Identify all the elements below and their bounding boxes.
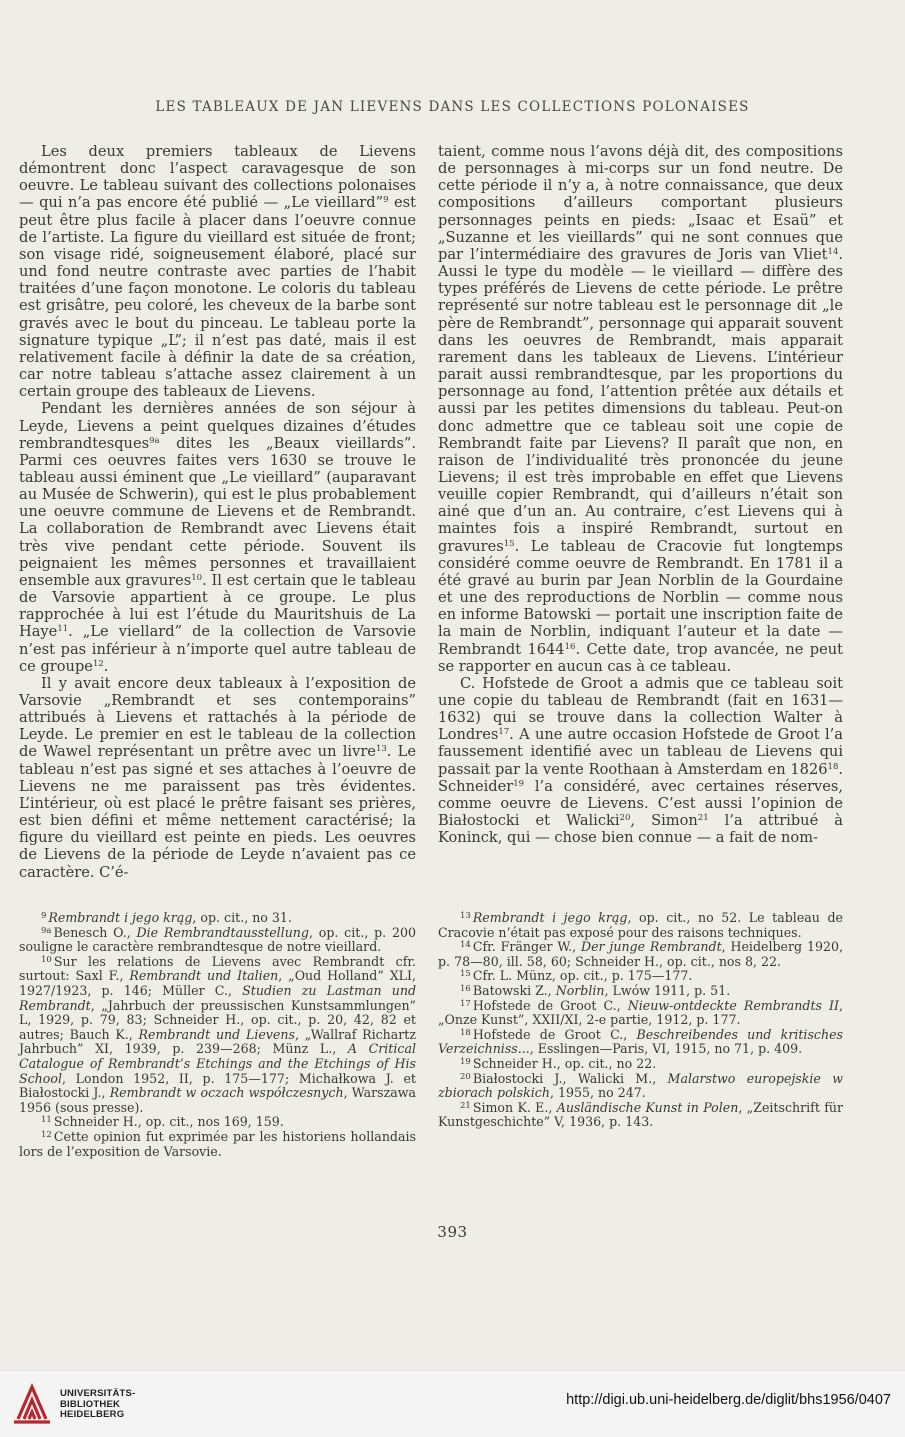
italic-title: Nieuw-ontdeckte Rembrandts II xyxy=(627,997,839,1013)
library-logo[interactable] xyxy=(12,1381,182,1429)
footnote-ref: 9 xyxy=(383,195,389,206)
footnote-number: 10 xyxy=(41,954,52,965)
footnote: $^{21}$ Simon K. E., Ausländische Kunst in Polen, „Zeitschrift für Kunstgeschichte” V, 1936, p. 143. xyxy=(438,1099,844,1130)
italic-title: Ausländische Kunst in Polen xyxy=(556,1099,739,1115)
footnote-number: 11 xyxy=(41,1115,52,1126)
footnote-number: 9a xyxy=(41,925,52,936)
running-head: LES TABLEAUX DE JAN LIEVENS DANS LES COLLECTIONS POLONAISES xyxy=(155,99,750,115)
body-paragraph: Pendant les dernières années de son séjour à Leyde, Lievens a peint quelques dizaines d’études rembrandtesques$^{9a}$ dites les „Beaux vieillards”. Parmi ces oeuvres faites vers 1630 se trouve le tableau aussi éminent que „Le vieillard” (auparavant au Musée de Schwerin), qui est le plus probablement une oeuvre commune de Lievens et de Rembrandt. La collaboration de Rembrandt avec Lievens était très vive pendant cette période. Souvent ils peignaient les mêmes personnes et travaillaient ensemble aux gravures$^{10}$. Il est certain que le tableau de Varsovie appartient à ce groupe. Le plus rapprochée à lui est l’étude du Mauritshuis de La Haye$^{11}$. „Le viellard” de la collection de Varsovie n’est pas inférieur à n’importe quel autre tableau de ce groupe$^{12}$. xyxy=(19,400,416,675)
italic-title: Beschreibendes und kritisches Verzeichniss... xyxy=(438,1026,843,1057)
footnote-ref: 20 xyxy=(619,813,631,824)
footnote-ref: 18 xyxy=(827,761,839,772)
footnote-number: 19 xyxy=(460,1056,471,1067)
footnote: $^{15}$ Cfr. L. Münz, op. cit., p. 175—177. xyxy=(460,968,693,984)
footnote-number: 12 xyxy=(41,1129,52,1140)
right-text-column xyxy=(438,143,843,846)
italic-title: Studien zu Lastman und Rembrandt xyxy=(19,982,417,1013)
footnote-number: 15 xyxy=(460,969,471,980)
footnote-ref: 11 xyxy=(57,624,69,635)
footnote: $^{20}$ Białostocki J., Walicki M., Malarstwo europejskie w zbiorach polskich, 1955, no 247. xyxy=(438,1070,844,1101)
logo-line: UNIVERSITÄTS- xyxy=(60,1388,136,1399)
footnote-ref: 14 xyxy=(827,246,839,257)
italic-title: Rembrandt und Lievens xyxy=(138,1026,295,1042)
permalink-url[interactable]: http://digi.ub.uni-heidelberg.de/diglit/bhs1956/0407 xyxy=(566,1392,891,1408)
body-paragraph: Il y avait encore deux tableaux à l’exposition de Varsovie „Rembrandt et ses contemporains” attribués à Lievens et rattachés à la période de Leyde. Le premier en est le tableau de la collection de Wawel représentant un prêtre avec un livre$^{13}$. Le tableau n’est pas signé et ses attaches à l’oeuvre de Lievens ne me paraissent pas très évidentes. L’intérieur, où est placé le prêtre faisant ses prières, est bien défini et même nettement caractérisé; la figure du vieillard est peinte en pieds. Les oeuvres de Lievens de la période de Leyde n’avaient pas ce caractère. C’é- xyxy=(19,674,416,881)
footnote-number: 16 xyxy=(460,983,471,994)
logo-line: BIBLIOTHEK xyxy=(60,1398,121,1410)
footnote: $^9$ Rembrandt i jego krąg, op. cit., no 31. xyxy=(41,910,292,925)
footnote-ref: 21 xyxy=(697,813,709,824)
logo-line: HEIDELBERG xyxy=(60,1409,125,1420)
italic-title: Rembrandt i jego krąg xyxy=(472,910,628,925)
italic-title: Malarstwo europejskie w zbiorach polskich xyxy=(438,1070,844,1101)
footnote: $^{11}$ Schneider H., op. cit., nos 169, 159. xyxy=(41,1114,284,1130)
footnote-ref: 9a xyxy=(149,435,160,446)
footnote-number: 13 xyxy=(460,911,471,921)
italic-title: A Critical Catalogue of Rembrandt’s Etchings and the Etchings of His School xyxy=(19,1041,416,1086)
footnote: $^{16}$ Batowski Z., Norblin, Lwów 1911, p. 51. xyxy=(460,982,731,998)
footnote-ref: 10 xyxy=(191,572,203,583)
left-text-column xyxy=(19,143,416,881)
footnote-number: 21 xyxy=(460,1100,471,1111)
italic-title: Rembrandt i jego krąg xyxy=(48,910,193,925)
italic-title: Rembrandt w oczach współczesnych xyxy=(109,1085,344,1101)
footnote-ref: 19 xyxy=(513,778,525,789)
body-paragraph: C. Hofstede de Groot a admis que ce tableau soit une copie du tableau de Rembrandt (fait en 1631—1632) qui se trouve dans la collection Walter à Londres$^{17}$. A une autre occasion Hofstede de Groot l’a faussement identifié avec un tableau de Lievens qui passait par la vente Roothaan à Amsterdam en 1826$^{18}$. Schneider$^{19}$ l’a considéré, avec certaines réserves, comme oeuvre de Lievens. C’est aussi l’opinion de Białostocki et Walicki$^{20}$, Simon$^{21}$ l’a attribué à Koninck, qui — chose bien connue — a fait de nom- xyxy=(438,674,843,847)
body-paragraph: taient, comme nous l’avons déjà dit, des compositions de personnages à mi-corps sur un fond neutre. De cette période il n’y a, à notre connaissance, que deux compositions d’ailleurs comportant plusieurs personnages peints en pieds: „Isaac et Esaü” et „Suzanne et les vieillards” qui ne sont connues que par l’intermédiaire des gravures de Joris van Vliet$^{14}$. Aussi le type du modèle — le vieillard — diffère des types préférés de Lievens de cette période. Le prêtre représenté sur notre tableau est le personnage dit „le père de Rembrandt”, personnage qui apparait souvent dans les oeuvres de Rembrandt, mais apparait rarement dans les tableaux de Lievens. L’intérieur parait aussi rembrandtesque, par les proportions du personnage au fond, l’attention prêtée aux détails et aussi par les petites dimensions du tableau. Peut-on donc admettre que ce tableau soit une copie de Rembrandt faite par Lievens? Il paraît que non, en raison de l’individualité très prononcée du jeune Lievens; il est très improbable en effet que Lievens veuille copier Rembrandt, qui d’ailleurs n’était son ainé que d’un an. Au contraire, c’est Lievens qui à maintes fois a inspiré Rembrandt, surtout en gravures$^{15}$. Le tableau de Cracovie fut longtemps considéré comme oeuvre de Rembrandt. En 1781 il a été gravé au burin par Jean Norblin de la Gourdaine et une des reproductions de Norblin — comme nous en informe Batowski — portait une inscription faite de la main de Norblin, indiquant l’auteur et la date — Rembrandt 1644$^{16}$. Cette date, trop avancée, ne peut se rapporter en aucun cas à ce tableau. xyxy=(438,143,844,675)
library-logo-icon xyxy=(12,1381,52,1425)
library-logo-text xyxy=(60,1389,135,1421)
footnote-ref: 13 xyxy=(375,744,387,755)
footnote: $^{12}$ Cette opinion fut exprimée par les historiens hollandais lors de l’exposition de Varsovie. xyxy=(19,1128,416,1159)
left-footnotes xyxy=(19,911,416,1159)
italic-title: Rembrandt und Italien xyxy=(129,968,279,984)
page-number: 393 xyxy=(437,1223,468,1241)
footnote: $^{10}$ Sur les relations de Lievens avec Rembrandt cfr. surtout: Saxl F., Rembrandt und Italien, „Oud Holland” XLI, 1927/1923, p. 146; Müller C., Studien zu Lastman und Rembrandt, „Jahrbuch der preussischen Kunstsammlungen” L, 1929, p. 79, 83; Schneider H., op. cit., p. 20, 42, 82 et autres; Bauch K., Rembrandt und Lievens, „Wallraf Richartz Jahrbuch” XI, 1939, p. 239—268; Münz L., A Critical Catalogue of Rembrandt’s Etchings and the Etchings of His School, London 1952, II, p. 175—177; Michałkowa J. et Białostocki J., Rembrandt w oczach współczesnych, Warszawa 1956 (sous presse). xyxy=(19,953,417,1115)
footnote: $^{14}$ Cfr. Fränger W., Der junge Rembrandt, Heidelberg 1920, p. 78—80, ill. 58, 60; Schneider H., op. cit., nos 8, 22. xyxy=(438,939,843,969)
footnote: $^{9a}$ Benesch O., Die Rembrandtausstellung, op. cit., p. 200 souligne le caractère rembrandtesque de notre vieillard. xyxy=(19,924,416,955)
right-footnotes xyxy=(438,911,843,1130)
footnote-number: 18 xyxy=(460,1027,471,1038)
italic-title: Die Rembrandtausstellung xyxy=(136,924,309,940)
italic-title: Norblin xyxy=(555,982,605,998)
footnote: $^{19}$ Schneider H., op. cit., no 22. xyxy=(460,1055,657,1071)
footnote-ref: 16 xyxy=(564,641,576,652)
footnote: $^{18}$ Hofstede de Groot C., Beschreibendes und kritisches Verzeichniss..., Esslingen—Paris, VI, 1915, no 71, p. 409. xyxy=(438,1026,843,1057)
footnote-number: 9 xyxy=(41,911,47,921)
footnote-ref: 17 xyxy=(498,727,510,738)
footnote-number: 17 xyxy=(460,998,471,1009)
body-paragraph: Les deux premiers tableaux de Lievens démontrent donc l’aspect caravagesque de son oeuvre. Le tableau suivant des collections polonaises — qui n’a pas encore été publié — „Le vieillard”$^9$ est peut être plus facile à placer dans l’oeuvre connue de l’artiste. La figure du vieillard est située de front; son visage ridé, soigneusement élaboré, placé sur und fond neutre contraste avec parties de l’habit traitées d’une façon monotone. Le coloris du tableau est grisâtre, peu coloré, les cheveux de la barbe sont gravés avec le bout du pinceau. Le tableau porte la signature typique „L”; il n’est pas daté, mais il est relativement facile à définir la date de sa création, car notre tableau s’attache assez clairement à un certain groupe des tableaux de Lievens. xyxy=(19,143,416,401)
footnote-number: 14 xyxy=(460,940,471,951)
footnote-number: 20 xyxy=(460,1071,471,1082)
footnote: $^{17}$ Hofstede de Groot C., Nieuw-ontdeckte Rembrandts II, „Onze Kunst”, XXII/XI, 2-e partie, 1912, p. 177. xyxy=(438,997,843,1028)
footnote: $^{13}$ Rembrandt i jego krąg, op. cit., no 52. Le tableau de Cracovie n’était pas exposé pour des raisons techniques. xyxy=(438,910,843,940)
viewer-footer xyxy=(0,1370,905,1437)
footnote-ref: 15 xyxy=(503,538,515,549)
italic-title: Der junge Rembrandt xyxy=(581,939,722,955)
footnote-ref: 12 xyxy=(92,658,104,669)
